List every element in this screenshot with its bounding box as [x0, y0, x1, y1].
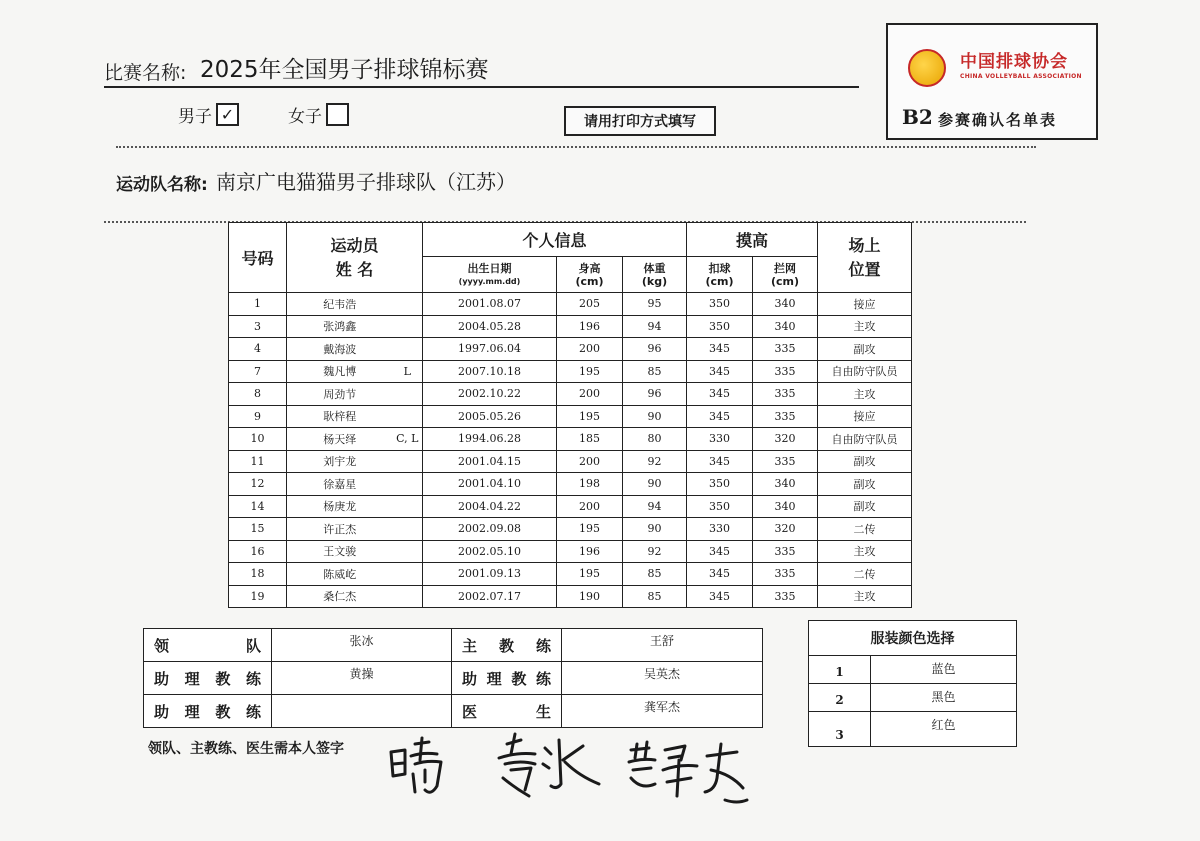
player-block-reach: 335	[753, 338, 818, 361]
player-weight: 90	[623, 405, 687, 428]
player-name: 戴海波	[287, 338, 393, 361]
header-position-line1: 场上	[848, 235, 881, 255]
assistant-coach-3-name	[272, 695, 452, 728]
player-birth-date: 2002.05.10	[423, 540, 557, 563]
player-name: 桑仁杰	[287, 585, 393, 608]
player-birth-date: 2004.04.22	[423, 495, 557, 518]
player-position: 主攻	[818, 585, 912, 608]
player-block-reach: 335	[753, 405, 818, 428]
color-option-number: 2	[809, 684, 871, 712]
header-spike-label: 扣球	[708, 261, 731, 275]
officials-table	[143, 628, 763, 728]
player-position: 二传	[818, 563, 912, 586]
team-leader-name: 张冰	[272, 629, 452, 662]
header-block-unit: (cm)	[770, 274, 800, 288]
player-weight: 95	[623, 293, 687, 316]
player-position: 二传	[818, 518, 912, 541]
player-position: 副攻	[818, 495, 912, 518]
player-block-reach: 335	[753, 540, 818, 563]
player-spike-reach: 350	[687, 293, 753, 316]
team-name: 南京广电猫猫男子排球队（江苏）	[216, 170, 516, 194]
player-name: 杨庚龙	[287, 495, 393, 518]
player-tag	[393, 315, 423, 338]
doctor-name: 龚军杰	[562, 695, 763, 728]
association-logo-box	[886, 23, 1098, 140]
male-checkbox[interactable]: ✓	[216, 103, 239, 126]
header-spike-unit: (cm)	[705, 274, 734, 288]
player-name: 刘宇龙	[287, 450, 393, 473]
player-height: 195	[557, 563, 623, 586]
roster-row	[229, 450, 912, 473]
player-block-reach: 335	[753, 383, 818, 406]
roster-row	[229, 383, 912, 406]
player-block-reach: 335	[753, 563, 818, 586]
header-birth-format: (yyyy.mm.dd)	[458, 276, 521, 286]
roster-row	[229, 540, 912, 563]
print-instruction-box: 请用打印方式填写	[564, 106, 716, 136]
player-number: 15	[229, 518, 287, 541]
player-birth-date: 2007.10.18	[423, 360, 557, 383]
player-weight: 94	[623, 315, 687, 338]
player-weight: 92	[623, 540, 687, 563]
player-birth-date: 2002.07.17	[423, 585, 557, 608]
role-assistant-coach: 助理教练	[144, 695, 272, 728]
header-athlete-line2: 姓 名	[335, 259, 374, 279]
signature-doctor	[629, 742, 747, 802]
player-name: 杨天绎	[287, 428, 393, 451]
player-number: 8	[229, 383, 287, 406]
player-spike-reach: 350	[687, 315, 753, 338]
roster-row	[229, 473, 912, 496]
player-weight: 96	[623, 338, 687, 361]
color-option-number: 3	[809, 712, 871, 747]
player-spike-reach: 345	[687, 450, 753, 473]
player-block-reach: 335	[753, 360, 818, 383]
roster-row	[229, 338, 912, 361]
player-height: 200	[557, 495, 623, 518]
roster-table	[228, 222, 912, 608]
player-tag	[393, 495, 423, 518]
role-assistant-coach: 助理教练	[144, 662, 272, 695]
roster-row	[229, 563, 912, 586]
player-name: 许正杰	[287, 518, 393, 541]
player-position: 副攻	[818, 450, 912, 473]
dotted-divider	[116, 146, 1036, 148]
player-block-reach: 335	[753, 450, 818, 473]
role-team-leader: 领队	[144, 629, 272, 662]
handwritten-signatures	[385, 730, 765, 810]
player-tag	[393, 473, 423, 496]
header-position-line2: 位置	[848, 259, 881, 279]
player-spike-reach: 330	[687, 518, 753, 541]
player-position: 自由防守队员	[818, 360, 912, 383]
uniform-color-table	[808, 620, 1017, 747]
player-height: 190	[557, 585, 623, 608]
player-height: 200	[557, 338, 623, 361]
player-number: 11	[229, 450, 287, 473]
player-tag	[393, 293, 423, 316]
player-number: 4	[229, 338, 287, 361]
player-spike-reach: 345	[687, 360, 753, 383]
player-number: 9	[229, 405, 287, 428]
player-height: 205	[557, 293, 623, 316]
color-option-value: 红色	[871, 712, 1017, 747]
header-height-label: 身高	[578, 261, 601, 275]
signature-head-coach	[391, 738, 441, 792]
header-height-unit: (cm)	[575, 274, 604, 288]
assistant-coach-1-name: 黄操	[272, 662, 452, 695]
assistant-coach-2-name: 吴英杰	[562, 662, 763, 695]
player-position: 接应	[818, 405, 912, 428]
player-name: 张鸿鑫	[287, 315, 393, 338]
player-birth-date: 2001.09.13	[423, 563, 557, 586]
header-weight-label: 体重	[643, 261, 666, 275]
player-spike-reach: 350	[687, 473, 753, 496]
player-name: 周劲节	[287, 383, 393, 406]
player-spike-reach: 330	[687, 428, 753, 451]
color-option-value: 蓝色	[871, 656, 1017, 684]
player-name: 耿梓程	[287, 405, 393, 428]
player-birth-date: 2002.10.22	[423, 383, 557, 406]
header-weight	[623, 257, 687, 293]
role-assistant-coach: 助理教练	[452, 662, 562, 695]
roster-row	[229, 585, 912, 608]
player-block-reach: 340	[753, 315, 818, 338]
player-height: 200	[557, 383, 623, 406]
signature-note: 领队、主教练、医生需本人签字	[148, 741, 344, 757]
player-spike-reach: 345	[687, 338, 753, 361]
player-weight: 90	[623, 518, 687, 541]
roster-row	[229, 428, 912, 451]
roster-row	[229, 293, 912, 316]
header-number: 号码	[229, 223, 287, 293]
competition-name: 2025年全国男子排球锦标赛	[200, 57, 489, 83]
player-spike-reach: 345	[687, 540, 753, 563]
player-birth-date: 1994.06.28	[423, 428, 557, 451]
player-position: 主攻	[818, 540, 912, 563]
player-weight: 80	[623, 428, 687, 451]
player-spike-reach: 345	[687, 585, 753, 608]
player-block-reach: 335	[753, 585, 818, 608]
player-position: 副攻	[818, 338, 912, 361]
gender-male	[178, 102, 239, 127]
color-option-value: 黑色	[871, 684, 1017, 712]
player-height: 195	[557, 405, 623, 428]
player-birth-date: 2004.05.28	[423, 315, 557, 338]
header-spike	[687, 257, 753, 293]
player-weight: 85	[623, 360, 687, 383]
player-name: 王文骏	[287, 540, 393, 563]
player-name: 徐嘉星	[287, 473, 393, 496]
header-personal-info: 个人信息	[423, 223, 687, 257]
player-name: 陈威屹	[287, 563, 393, 586]
player-tag	[393, 383, 423, 406]
association-name-en: CHINA VOLLEYBALL ASSOCIATION	[960, 73, 1082, 80]
player-number: 7	[229, 360, 287, 383]
gender-female	[288, 102, 349, 127]
roster-row	[229, 518, 912, 541]
player-number: 10	[229, 428, 287, 451]
player-block-reach: 320	[753, 518, 818, 541]
player-number: 1	[229, 293, 287, 316]
header-block	[753, 257, 818, 293]
head-coach-name: 王舒	[562, 629, 763, 662]
player-birth-date: 1997.06.04	[423, 338, 557, 361]
player-height: 185	[557, 428, 623, 451]
competition-underline	[104, 86, 859, 88]
player-weight: 94	[623, 495, 687, 518]
header-athlete	[287, 223, 423, 293]
player-spike-reach: 345	[687, 405, 753, 428]
female-label: 女子	[288, 107, 322, 127]
player-height: 195	[557, 518, 623, 541]
roster-row	[229, 495, 912, 518]
player-position: 主攻	[818, 383, 912, 406]
player-height: 195	[557, 360, 623, 383]
male-label: 男子	[178, 107, 212, 127]
player-position: 自由防守队员	[818, 428, 912, 451]
player-tag	[393, 563, 423, 586]
player-tag	[393, 540, 423, 563]
player-number: 19	[229, 585, 287, 608]
competition-label: 比赛名称:	[104, 62, 187, 84]
player-number: 18	[229, 563, 287, 586]
player-number: 16	[229, 540, 287, 563]
player-height: 196	[557, 540, 623, 563]
player-height: 200	[557, 450, 623, 473]
player-birth-date: 2001.04.15	[423, 450, 557, 473]
player-number: 12	[229, 473, 287, 496]
header-reach: 摸高	[687, 223, 818, 257]
uniform-color-title: 服装颜色选择	[809, 621, 1017, 656]
role-doctor: 医生	[452, 695, 562, 728]
player-birth-date: 2005.05.26	[423, 405, 557, 428]
player-tag: L	[393, 360, 423, 383]
form-title: 参赛确认名单表	[938, 111, 1058, 129]
player-position: 接应	[818, 293, 912, 316]
color-option-number: 1	[809, 656, 871, 684]
player-weight: 92	[623, 450, 687, 473]
player-spike-reach: 350	[687, 495, 753, 518]
player-block-reach: 340	[753, 293, 818, 316]
player-tag	[393, 585, 423, 608]
player-tag: C, L	[393, 428, 423, 451]
player-spike-reach: 345	[687, 383, 753, 406]
player-birth-date: 2001.04.10	[423, 473, 557, 496]
player-birth-date: 2001.08.07	[423, 293, 557, 316]
player-name: 纪韦浩	[287, 293, 393, 316]
signature-team-leader	[499, 734, 599, 796]
player-name: 魏凡博	[287, 360, 393, 383]
header-position	[818, 223, 912, 293]
header-birth	[423, 257, 557, 293]
header-birth-label: 出生日期	[467, 261, 512, 275]
player-spike-reach: 345	[687, 563, 753, 586]
header-weight-unit: (kg)	[641, 274, 668, 288]
player-number: 3	[229, 315, 287, 338]
player-tag	[393, 338, 423, 361]
header-block-label: 拦网	[774, 261, 796, 275]
player-weight: 90	[623, 473, 687, 496]
volleyball-logo-icon	[908, 49, 946, 87]
player-tag	[393, 518, 423, 541]
header-athlete-line1: 运动员	[330, 235, 379, 255]
player-height: 196	[557, 315, 623, 338]
player-weight: 96	[623, 383, 687, 406]
player-block-reach: 340	[753, 495, 818, 518]
header-height	[557, 257, 623, 293]
female-checkbox[interactable]	[326, 103, 349, 126]
team-label: 运动队名称:	[116, 175, 208, 195]
roster-row	[229, 315, 912, 338]
roster-row	[229, 405, 912, 428]
association-name-cn: 中国排球协会	[960, 52, 1068, 72]
player-weight: 85	[623, 563, 687, 586]
player-block-reach: 340	[753, 473, 818, 496]
player-birth-date: 2002.09.08	[423, 518, 557, 541]
player-height: 198	[557, 473, 623, 496]
roster-row	[229, 360, 912, 383]
role-head-coach: 主教练	[452, 629, 562, 662]
player-tag	[393, 450, 423, 473]
player-tag	[393, 405, 423, 428]
form-code: B2	[902, 105, 933, 129]
player-block-reach: 320	[753, 428, 818, 451]
player-position: 主攻	[818, 315, 912, 338]
player-position: 副攻	[818, 473, 912, 496]
player-number: 14	[229, 495, 287, 518]
player-weight: 85	[623, 585, 687, 608]
